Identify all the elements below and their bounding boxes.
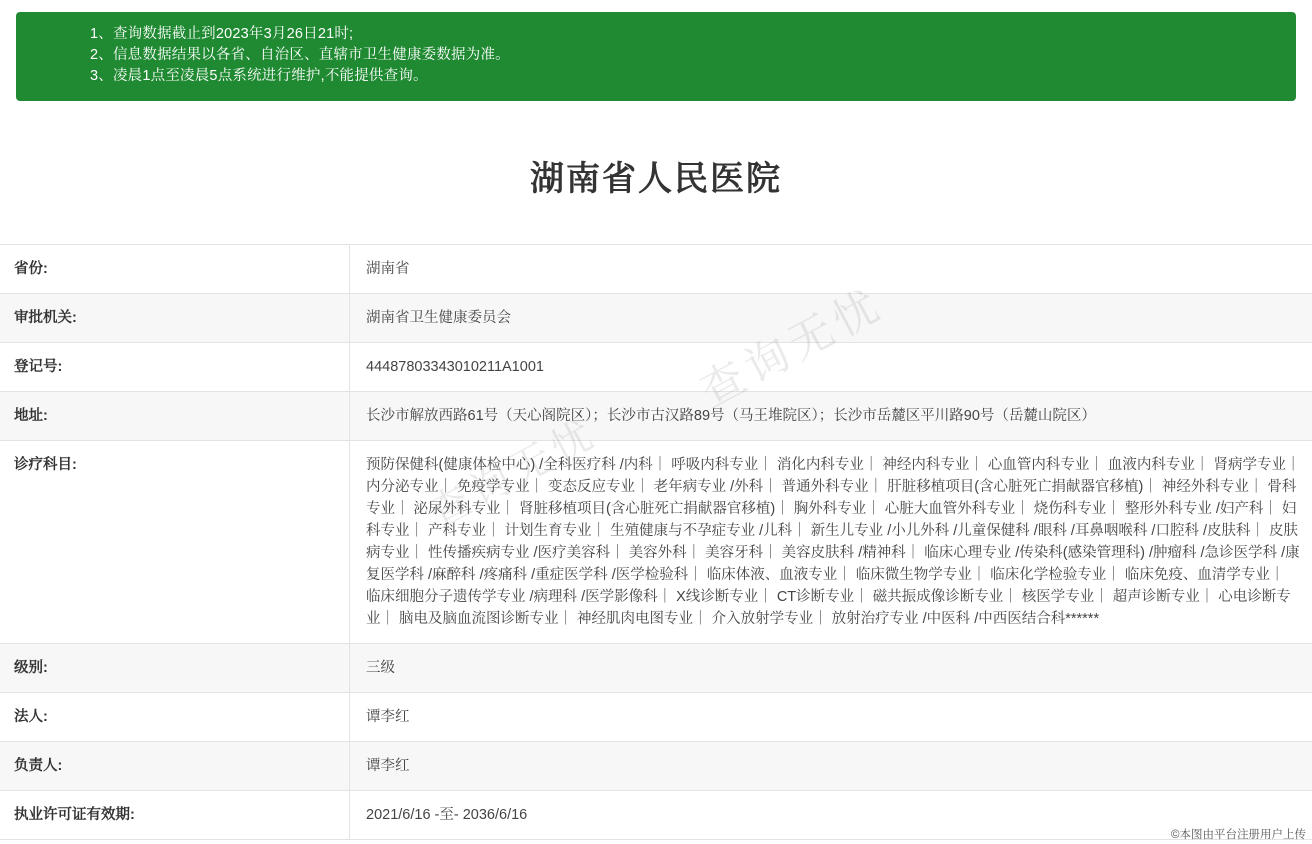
notice-line-3: 3、凌晨1点至凌晨5点系统进行维护,不能提供查询。 — [34, 66, 1278, 87]
row-value: 湖南省 — [350, 245, 1312, 294]
row-value: 湖南省卫生健康委员会 — [350, 294, 1312, 343]
row-value: 谭李红 — [350, 742, 1312, 791]
row-value: 长沙市解放西路61号（天心阁院区）；长沙市古汉路89号（马王堆院区）；长沙市岳麓区平川路90号（岳麓山院区） — [350, 392, 1312, 441]
row-value: 谭李红 — [350, 693, 1312, 742]
row-value: 44487803343010211A1001 — [350, 343, 1312, 392]
row-value: 预防保健科(健康体检中心) /全科医疗科 /内科｜ 呼吸内科专业｜ 消化内科专业｜ 神经内科专业｜ 心血管内科专业｜ 血液内科专业｜ 肾病学专业｜ 内分泌专业｜ 免疫学专业｜ 变态反应专业｜ 老年病专业 /外科｜ 普通外科专业｜ 肝脏移植项目(含心脏死亡捐献器官移植)｜ 神经外科专业｜ 骨科专业｜ 泌尿外科专业｜ 肾脏移植项目(含心脏死亡捐献器官移植)｜ 胸外科专业｜ 心脏大血管外科专业｜ 烧伤科专业｜ 整形外科专业 /妇产科｜ 妇科专业｜ 产科专业｜ 计划生育专业｜ 生殖健康与不孕症专业 /儿科｜ 新生儿专业 /小儿外科 /儿童保健科 /眼科 /耳鼻咽喉科 /口腔科 /皮肤科｜ 皮肤病专业｜ 性传播疾病专业 /医疗美容科｜ 美容外科｜ 美容牙科｜ 美容皮肤科 /精神科｜ 临床心理专业 /传染科(感染管理科) /肿瘤科 /急诊医学科 /康复医学科 /麻醉科 /疼痛科 /重症医学科 /医学检验科｜ 临床体液、血液专业｜ 临床微生物学专业｜ 临床化学检验专业｜ 临床免疫、血清学专业｜ 临床细胞分子遗传学专业 /病理科 /医学影像科｜ X线诊断专业｜ CT诊断专业｜ 磁共振成像诊断专业｜ 核医学专业｜ 超声诊断专业｜ 心电诊断专业｜ 脑电及脑血流图诊断专业｜ 神经肌肉电图专业｜ 介入放射学专业｜ 放射治疗专业 /中医科 /中西医结合科****** — [350, 441, 1312, 644]
table-row — [0, 791, 1312, 840]
notice-line-2: 2、信息数据结果以各省、自治区、直辖市卫生健康委数据为准。 — [34, 45, 1278, 66]
row-label: 登记号: — [0, 343, 350, 392]
watermark-text: 查询无忧 — [417, 402, 606, 539]
page-title: 湖南省人民医院 — [0, 151, 1312, 200]
table-row — [0, 693, 1312, 742]
row-label: 法人: — [0, 693, 350, 742]
table-row — [0, 742, 1312, 791]
table-row — [0, 392, 1312, 441]
row-label: 地址: — [0, 392, 350, 441]
notice-banner — [16, 12, 1296, 101]
row-value: 2021/6/16 -至- 2036/6/16 — [350, 791, 1312, 840]
table-row — [0, 441, 1312, 644]
row-label: 级别: — [0, 644, 350, 693]
table-row — [0, 644, 1312, 693]
row-label: 负责人: — [0, 742, 350, 791]
row-label: 诊疗科目: — [0, 441, 350, 644]
notice-line-1: 1、查询数据截止到2023年3月26日21时; — [34, 24, 1278, 45]
footer-copyright-note: ©本图由平台注册用户上传 — [1171, 826, 1306, 842]
row-label: 审批机关: — [0, 294, 350, 343]
table-row — [0, 294, 1312, 343]
table-row — [0, 245, 1312, 294]
watermark-text: 查询无忧 — [687, 269, 894, 419]
row-label: 执业许可证有效期: — [0, 791, 350, 840]
row-label: 省份: — [0, 245, 350, 294]
row-value: 三级 — [350, 644, 1312, 693]
table-row — [0, 343, 1312, 392]
hospital-info-table — [0, 244, 1312, 840]
